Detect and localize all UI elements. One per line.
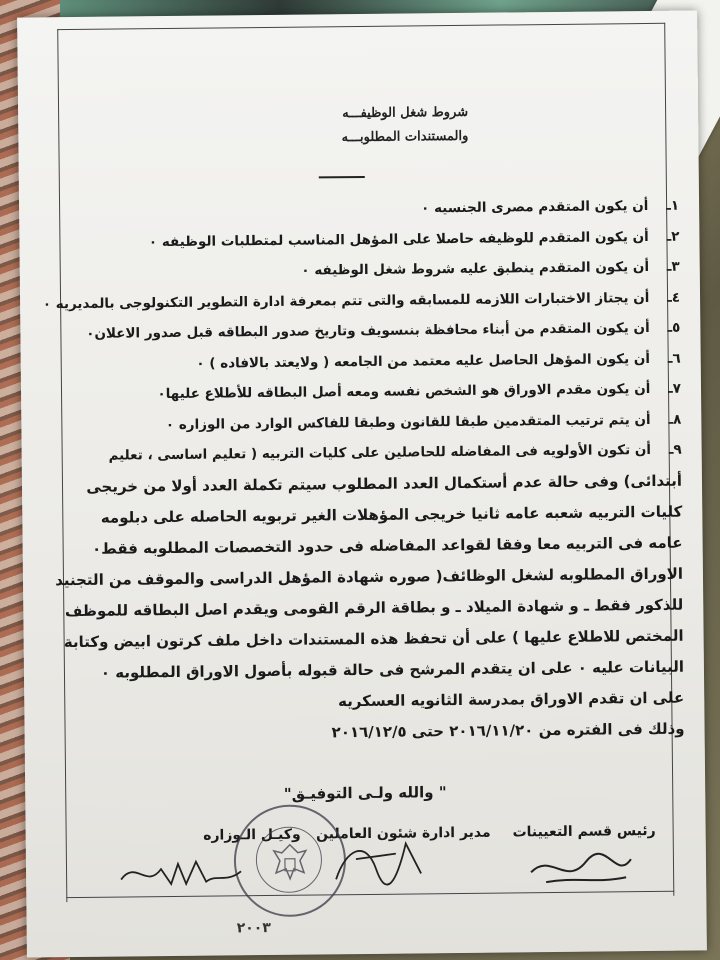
paragraph-line: البيانات عليه ٠ على ان يتقدم المرشح فى حالة قبوله بأصول الاوراق المطلوبه ٠	[100, 657, 685, 682]
signature-head-of-appointments: رئيس قسم التعيينات	[512, 822, 656, 841]
item-text: أن يكون مقدم الاوراق هو الشخص نفسه ومعه أصل البطاقه للأطلاع عليها٠	[157, 380, 651, 403]
document-title	[341, 101, 468, 150]
signature-scribble-icon	[116, 853, 246, 894]
item-number: ٦ـ	[667, 350, 681, 367]
signature-scribble-icon	[526, 841, 637, 892]
item-text: أن يكون المتقدم ينطبق عليه شروط شغل الوظيفه ٠	[301, 258, 650, 279]
continuation-paragraph	[55, 465, 685, 750]
item-number: ٥ـ	[667, 319, 681, 336]
item-text: أن يكون المتقدم للوظيفه حاصلا على المؤهل المناسب لمتطلبات الوظيفه ٠	[148, 228, 649, 250]
title-line-1: شروط شغل الوظيفـــه	[342, 104, 469, 122]
title-line-2: والمستندات المطلوبـــه	[341, 128, 469, 146]
signature-scribble-icon	[326, 828, 437, 889]
paragraph-line: وذلك فى الفتره من ٢٠١٦/١١/٢٠ حتى ٢٠١٦/١٢/٥	[331, 719, 685, 741]
item-text: أن يكون المتقدم من أبناء محافظة بنىسويف وتاريخ صدور البطاقه قبل صدور الاعلان٠	[86, 319, 650, 342]
paragraph-line: الاوراق المطلوبه لشغل الوظائف( صوره شهادة المؤهل الدراسى والموقف من التجنيد	[55, 564, 684, 589]
item-text: أن تكون الأولويه فى المفاضله للحاصلين على كليات التربيه ( تعليم اساسى ، تعليم	[108, 441, 652, 464]
paragraph-line: كليات التربيه شعبه عامه ثانيا خريجى المؤهلات الغير تربويه الحاصله على دبلومه	[100, 502, 683, 527]
paragraph-line: عامه فى التربيه معا وفقا لقواعد المفاضله فى حدود التخصصات المطلوبه فقط٠	[91, 533, 683, 558]
item-number: ٩ـ	[668, 441, 682, 458]
item-number: ٣ـ	[666, 258, 680, 275]
item-number: ٢ـ	[666, 228, 680, 245]
page-number-handwritten: ٢٠٠٣	[236, 919, 271, 937]
item-text: أن يجتاز الاختبارات اللازمه للمسابقه والتى تتم بمعرفة ادارة التطوير التكنولوجى بالمديريه ٠	[42, 289, 650, 312]
requirements-list	[42, 191, 685, 751]
signature-director-personnel: مدير ادارة شئون العاملين	[316, 824, 491, 843]
item-number: ١ـ	[666, 197, 680, 214]
paragraph-line: أبتدائى) وفى حالة عدم أستكمال العدد المطلوب سيتم تكملة العدد أولا من خريجى	[86, 471, 683, 496]
closing-phrase: " والله ولـى التوفيـق"	[283, 783, 447, 803]
item-number: ٤ـ	[667, 289, 681, 306]
paragraph-line: للذكور فقط ـ و شهادة الميلاد ـ و بطاقة الرقم القومى ويقدم اصل البطاقه للموظف	[64, 595, 684, 620]
item-text: أن يكون المتقدم مصرى الجنسيه ٠	[421, 197, 649, 217]
signature-deputy-ministry: وكيـل الـوزاره	[203, 826, 301, 844]
item-number: ٨ـ	[668, 411, 682, 428]
document-sheet	[17, 10, 707, 957]
paragraph-line: المختص للاطلاع عليها ) على أن تحفظ هذه المستندات داخل ملف كرتون ابيض وكتابة	[63, 626, 684, 651]
item-number: ٧ـ	[668, 380, 682, 397]
paragraph-line: على ان تقدم الاوراق بمدرسة الثانويه العسكريه	[338, 688, 685, 710]
item-text: أن يكون المؤهل الحاصل عليه معتمد من الجامعه ( ولايعتد بالافاده ) ٠	[196, 350, 651, 372]
item-text: أن يتم ترتيب المتقدمين طبقا للقانون وطبقا للفاكس الوارد من الوزاره ٠	[165, 411, 651, 433]
